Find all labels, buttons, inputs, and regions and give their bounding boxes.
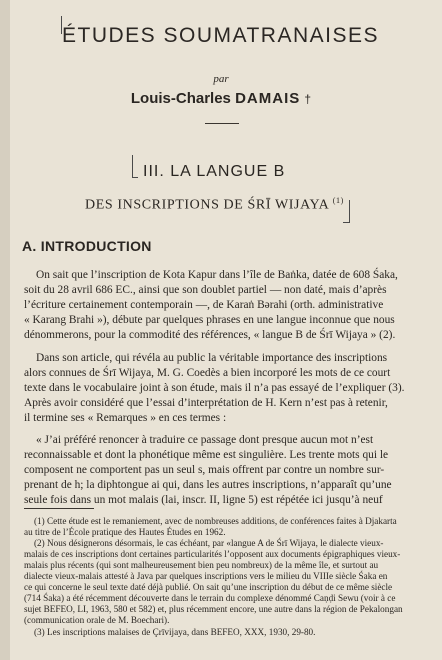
body-line: texte dans le vocabulaire joint à son étude, mais il n’a pas essayé de l’expliquer (3). (24, 382, 405, 394)
pencil-bracket-mark (343, 200, 350, 223)
body-line: Dans son article, qui révéla au public la véritable importance des inscriptions (36, 352, 388, 364)
body-line: dénommerons, pour la commodité des références, « langue B de Śrī Wijaya » (2). (24, 329, 396, 341)
by-line: par (213, 73, 229, 85)
footnote-line: malais de ces inscriptions dont certaines particularités l’opposent aux documents épigraphiques vieux- (24, 549, 401, 559)
body-line: l’écriture certainement contemporain —, de Karaṅ Bərahi (orth. administrative (24, 299, 384, 311)
body-line: « Karang Brahi »), débute par quelques phrases en une langue inconnue que nous (24, 314, 395, 326)
footnote-line: sujet BEFEO, LI, 1963, 580 et 582) et, plus récemment encore, une autre dans la région de Pekalongan (24, 604, 403, 614)
subtitle-text: DES INSCRIPTIONS DE ŚRĪ WIJAYA (85, 197, 329, 213)
pencil-bracket-mark (61, 16, 65, 34)
footnote-line: (communication orale de M. Boechari). (24, 615, 170, 625)
author-name (0, 90, 442, 107)
footnote-line: au titre de l’École pratique des Hautes Études en 1962. (24, 527, 226, 537)
body-line: Après avoir considéré que l’essai d’interprétation de H. Kern n’est pas à retenir, (24, 397, 388, 409)
footnote-line: ce qui concerne le seul texte daté déjà publié. On sait qu’une inscription du début de ce même siècle (24, 582, 393, 592)
footnote-line: dialecte vieux-malais attesté à Java par quelques inscriptions vers le milieu du VIIIe siècle Śaka en (24, 571, 388, 581)
footnote-line: (714 Śaka) a été récemment découverte dans le terrain du complexe dénommé Caṇḍi Sewu (voir à ce (24, 593, 396, 603)
body-line: reconnaissable et dont la phonétique même est singulière. Les trente mots qui le (24, 449, 389, 461)
body-line: On sait que l’inscription de Kota Kapur dans l’île de Baṅka, datée de 608 Śaka, (36, 269, 398, 281)
footnote-line: (3) Les inscriptions malaises de Çrīvijaya, dans BEFEO, XXX, 1930, 29-80. (34, 627, 316, 637)
section-heading: A. INTRODUCTION (22, 238, 152, 254)
footnote-line: malais plus récents (qui sont malheureusement bien peu nombreux) de la même île, et surtout au (24, 560, 379, 570)
series-title: ÉTUDES SOUMATRANAISES (62, 24, 379, 47)
title-rule (205, 123, 239, 124)
footnote-line: (2) Nous désignerons désormais, le cas échéant, par «langue A de Śrī Wijaya, le dialecte vieux- (34, 538, 384, 548)
dagger-mark: † (304, 92, 312, 106)
author-last-name: DAMAIS (235, 90, 301, 107)
chapter-heading: III. LA LANGUE B (143, 163, 286, 180)
body-line: alors connues de Śrī Wijaya, M. G. Coedès a bien incorporé les mots de ce court (24, 367, 391, 379)
chapter-subtitle (85, 196, 344, 214)
subtitle-note-ref: (1) (332, 196, 344, 205)
body-line: seule fois dans un mot malais (lai, inscr. II, ligne 5) est répétée ici jusqu’à neuf (24, 494, 383, 506)
body-line: prenant de h; la diphtongue ai qui, dans les autres inscriptions, n’apparaît qu’une (24, 479, 392, 491)
footnote-rule (24, 508, 94, 509)
body-line: soit du 28 avril 686 EC., ainsi que son doublet partiel — non daté, mais d’après (24, 284, 387, 296)
pencil-bracket-mark (132, 155, 138, 178)
body-line: composent ne comportent pas un seul s, mais offrent par contre un nombre sur- (24, 464, 385, 476)
body-line: « J’ai préféré renoncer à traduire ce passage dont presque aucun mot n’est (36, 434, 374, 446)
author-first-name: Louis-Charles (130, 90, 231, 107)
body-line: il termine ses « Remarques » en ces termes : (24, 412, 227, 424)
footnote-line: (1) Cette étude est le remaniement, avec de nombreuses additions, de conférences faites à Djakarta (34, 516, 397, 526)
